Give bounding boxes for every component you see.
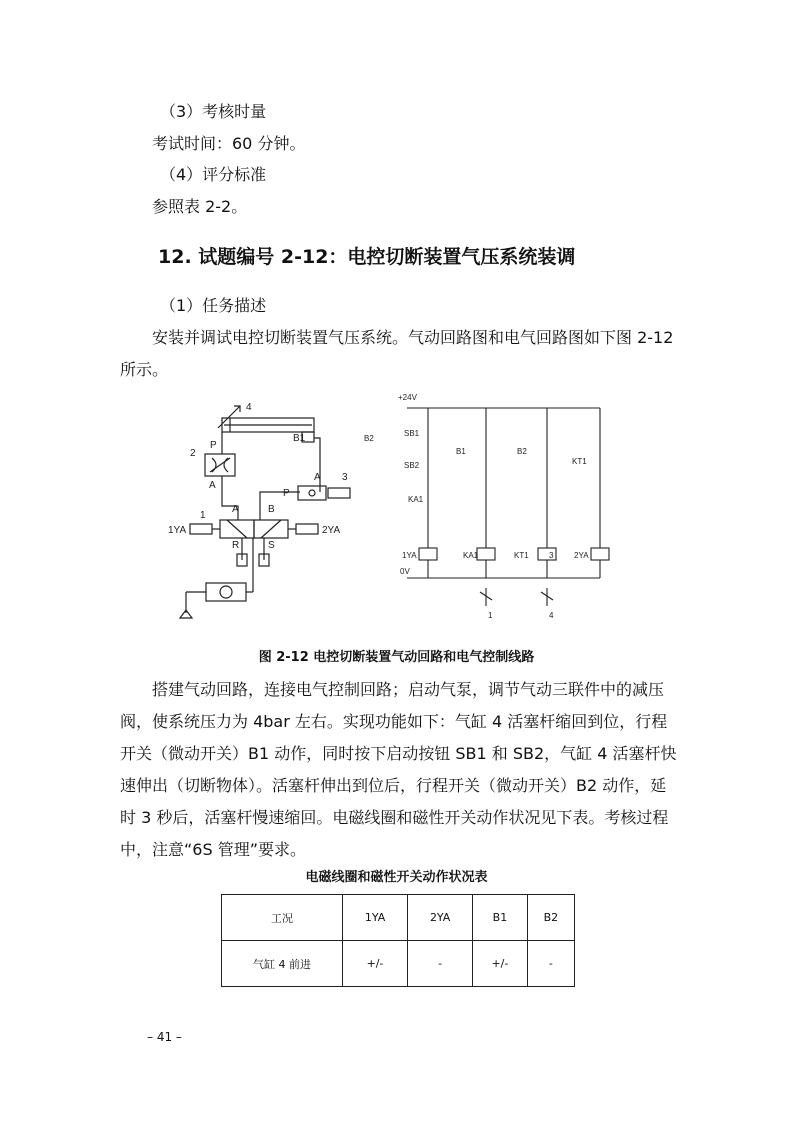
svg-text:KT1: KT1 — [572, 457, 587, 466]
svg-text:B2: B2 — [517, 447, 527, 456]
svg-text:SB1: SB1 — [404, 429, 420, 438]
svg-text:4: 4 — [246, 402, 252, 413]
svg-text:R: R — [232, 540, 240, 551]
task-title: （1）任务描述 — [160, 296, 267, 315]
table-header-row: 工况 1YA 2YA B1 B2 — [222, 895, 575, 941]
svg-text:B1: B1 — [293, 433, 306, 444]
svg-text:KT1: KT1 — [514, 551, 529, 560]
svg-text:3: 3 — [549, 551, 554, 560]
table-title: 电磁线圈和磁性开关动作状况表 — [305, 870, 488, 885]
shuttle-valve-3 — [298, 486, 326, 500]
svg-text:3: 3 — [342, 472, 348, 483]
svg-text:A: A — [209, 480, 216, 491]
coil-1ya — [419, 548, 437, 560]
page-number: – 41 – — [147, 1030, 182, 1044]
section-heading-scoring: （4）评分标准 — [160, 165, 267, 184]
table-row: 气缸 4 前进 +/- - +/- - — [222, 941, 575, 987]
electrical-labels — [364, 393, 589, 620]
svg-text:B: B — [268, 504, 275, 515]
figure-caption: 图 2-12 电控切断装置气动回路和电气控制线路 — [258, 650, 535, 665]
svg-text:4: 4 — [549, 611, 554, 620]
svg-text:SB2: SB2 — [404, 461, 420, 470]
circuit-figure — [160, 388, 630, 628]
coil-2ya — [591, 548, 609, 560]
svg-text:KA1: KA1 — [408, 495, 424, 504]
status-table — [221, 894, 575, 987]
svg-text:1: 1 — [200, 510, 206, 521]
exam-time-text: 考试时间：60 分钟。 — [152, 134, 306, 153]
scoring-reference-text: 参照表 2-2。 — [152, 197, 248, 216]
svg-text:P: P — [283, 488, 290, 499]
svg-text:2YA: 2YA — [574, 551, 589, 560]
svg-text:B2: B2 — [364, 434, 374, 443]
svg-text:1YA: 1YA — [168, 525, 187, 536]
svg-text:A: A — [232, 504, 239, 515]
question-heading: 12. 试题编号 2-12：电控切断装置气压系统装调 — [158, 246, 576, 268]
coil-ka1 — [477, 548, 495, 560]
svg-text:S: S — [268, 540, 275, 551]
svg-text:A: A — [314, 472, 321, 483]
pneumatic-labels — [168, 402, 348, 551]
svg-text:P: P — [210, 440, 217, 451]
svg-text:1: 1 — [488, 611, 493, 620]
svg-text:1YA: 1YA — [402, 551, 417, 560]
electrical-circuit — [407, 408, 609, 606]
body-paragraph: 搭建气动回路，连接电气控制回路；启动气泵，调节气动三联件中的减压阀，使系统压力为 4bar 左右。实现功能如下：气缸 4 活塞杆缩回到位，行程开关（微动开关）B1 动作，同时按下启动按钮 SB1 和 SB2，气缸 4 活塞杆快速伸出（切断物体）。活塞杆伸出到位后，行程开关（微动开关）B2 动作，延时 3 秒后，活塞杆慢速缩回。电磁线圈和磁性开关动作状况见下表。考核过程中，注意“6S 管理”要求。 — [120, 680, 677, 859]
svg-text:0V: 0V — [400, 567, 410, 576]
svg-text:KA1: KA1 — [463, 551, 479, 560]
svg-text:+24V: +24V — [398, 393, 417, 402]
svg-text:B1: B1 — [456, 447, 466, 456]
section-heading-time: （3）考核时量 — [160, 102, 267, 121]
svg-text:2YA: 2YA — [322, 525, 341, 536]
intro-paragraph: 安装并调试电控切断装置气压系统。气动回路图和电气回路图如下图 2-12 所示。 — [120, 328, 674, 379]
svg-text:2: 2 — [190, 448, 196, 459]
